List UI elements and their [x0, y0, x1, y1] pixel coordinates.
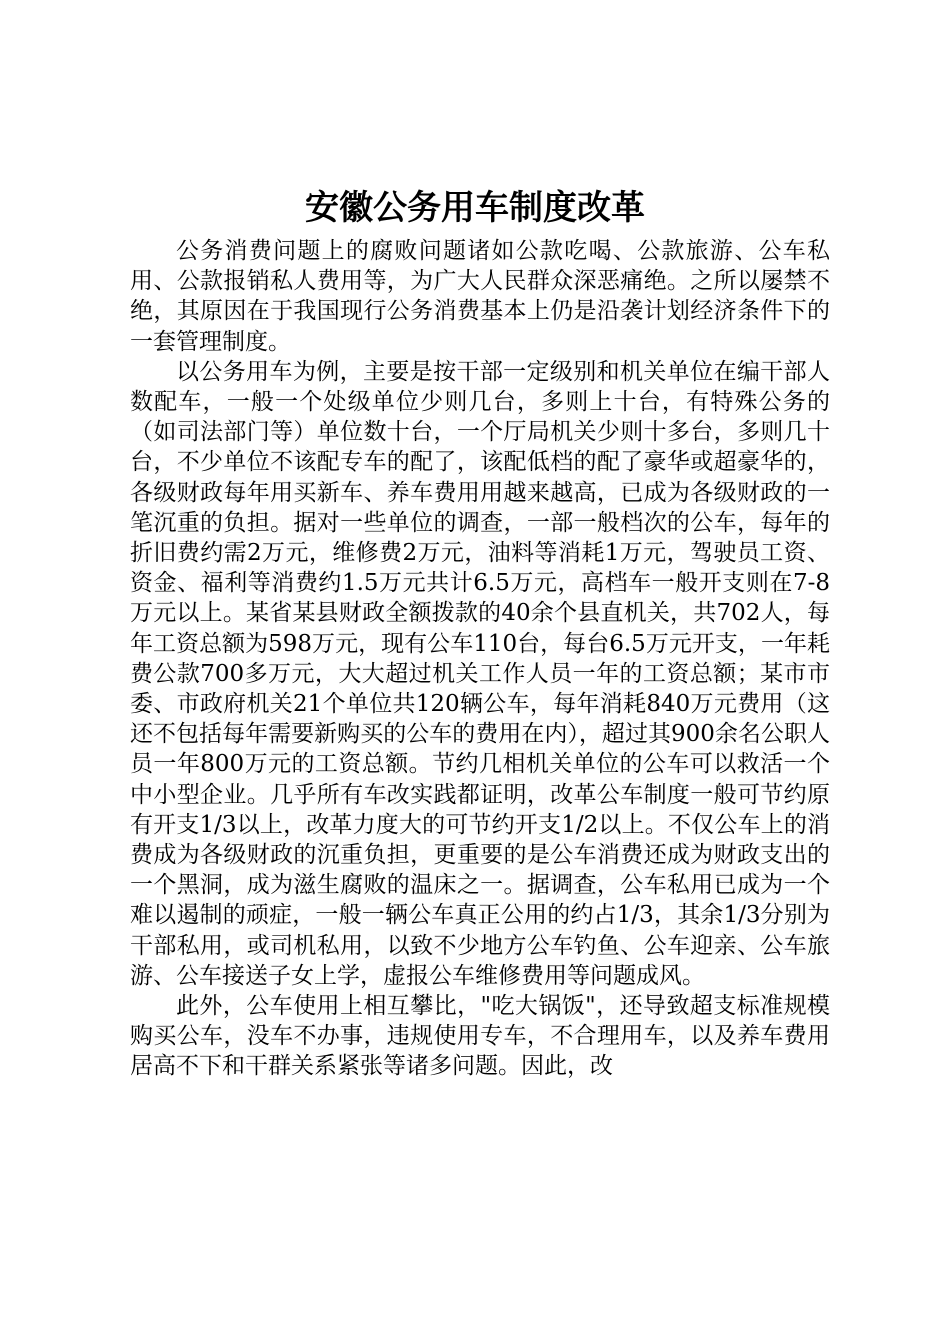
- paragraph: 此外，公车使用上相互攀比，"吃大锅饭"，还导致超支标准规模购买公车，没车不办事，违规使用专车，不合理用车，以及养车费用居高不下和干群关系紧张等诸多问题。因此，改: [130, 993, 830, 1080]
- document-body: [130, 236, 830, 1082]
- paragraph: 以公务用车为例，主要是按干部一定级别和机关单位在编干部人数配车，一般一个处级单位少则几台，多则上十台，有特殊公务的（如司法部门等）单位数十台，一个厅局机关少则十多台，多则几十台，不少单位不该配专车的配了，该配低档的配了豪华或超豪华的，各级财政每年用买新车、养车费用用越来越高，已成为各级财政的一笔沉重的负担。据对一些单位的调查，一部一般档次的公车，每年的折旧费约需2万元，维修费2万元，油料等消耗1万元，驾驶员工资、资金、福利等消费约1.5万元共计6.5万元，高档车一般开支则在7-8万元以上。某省某县财政全额拨款的40余个县直机关，共702人，每年工资总额为598万元，现有公车110台，每台6.5万元开支，一年耗费公款700多万元，大大超过机关工作人员一年的工资总额；某市市委、市政府机关21个单位共120辆公车，每年消耗840万元费用（这还不包括每年需要新购买的公车的费用在内），超过其900余名公职人员一年800万元的工资总额。节约几相机关单位的公车可以救活一个中小型企业。几乎所有车改实践都证明，改革公车制度一般可节约原有开支1/3以上，改革力度大的可节约开支1/2以上。不仅公车上的消费成为各级财政的沉重负担，更重要的是公车消费还成为财政支出的一个黑洞，成为滋生腐败的温床之一。据调查，公车私用已成为一个难以遏制的顽症，一般一辆公车真正公用的约占1/3，其余1/3分别为干部私用，或司机私用，以致不少地方公车钓鱼、公车迎亲、公车旅游、公车接送子女上学，虚报公车维修费用等问题成风。: [130, 358, 830, 989]
- document-title: 安徽公务用车制度改革: [305, 188, 645, 228]
- paragraph: 公务消费问题上的腐败问题诸如公款吃喝、公款旅游、公车私用、公款报销私人费用等，为广大人民群众深恶痛绝。之所以屡禁不绝，其原因在于我国现行公务消费基本上仍是沿袭计划经济条件下的一套管理制度。: [130, 238, 830, 355]
